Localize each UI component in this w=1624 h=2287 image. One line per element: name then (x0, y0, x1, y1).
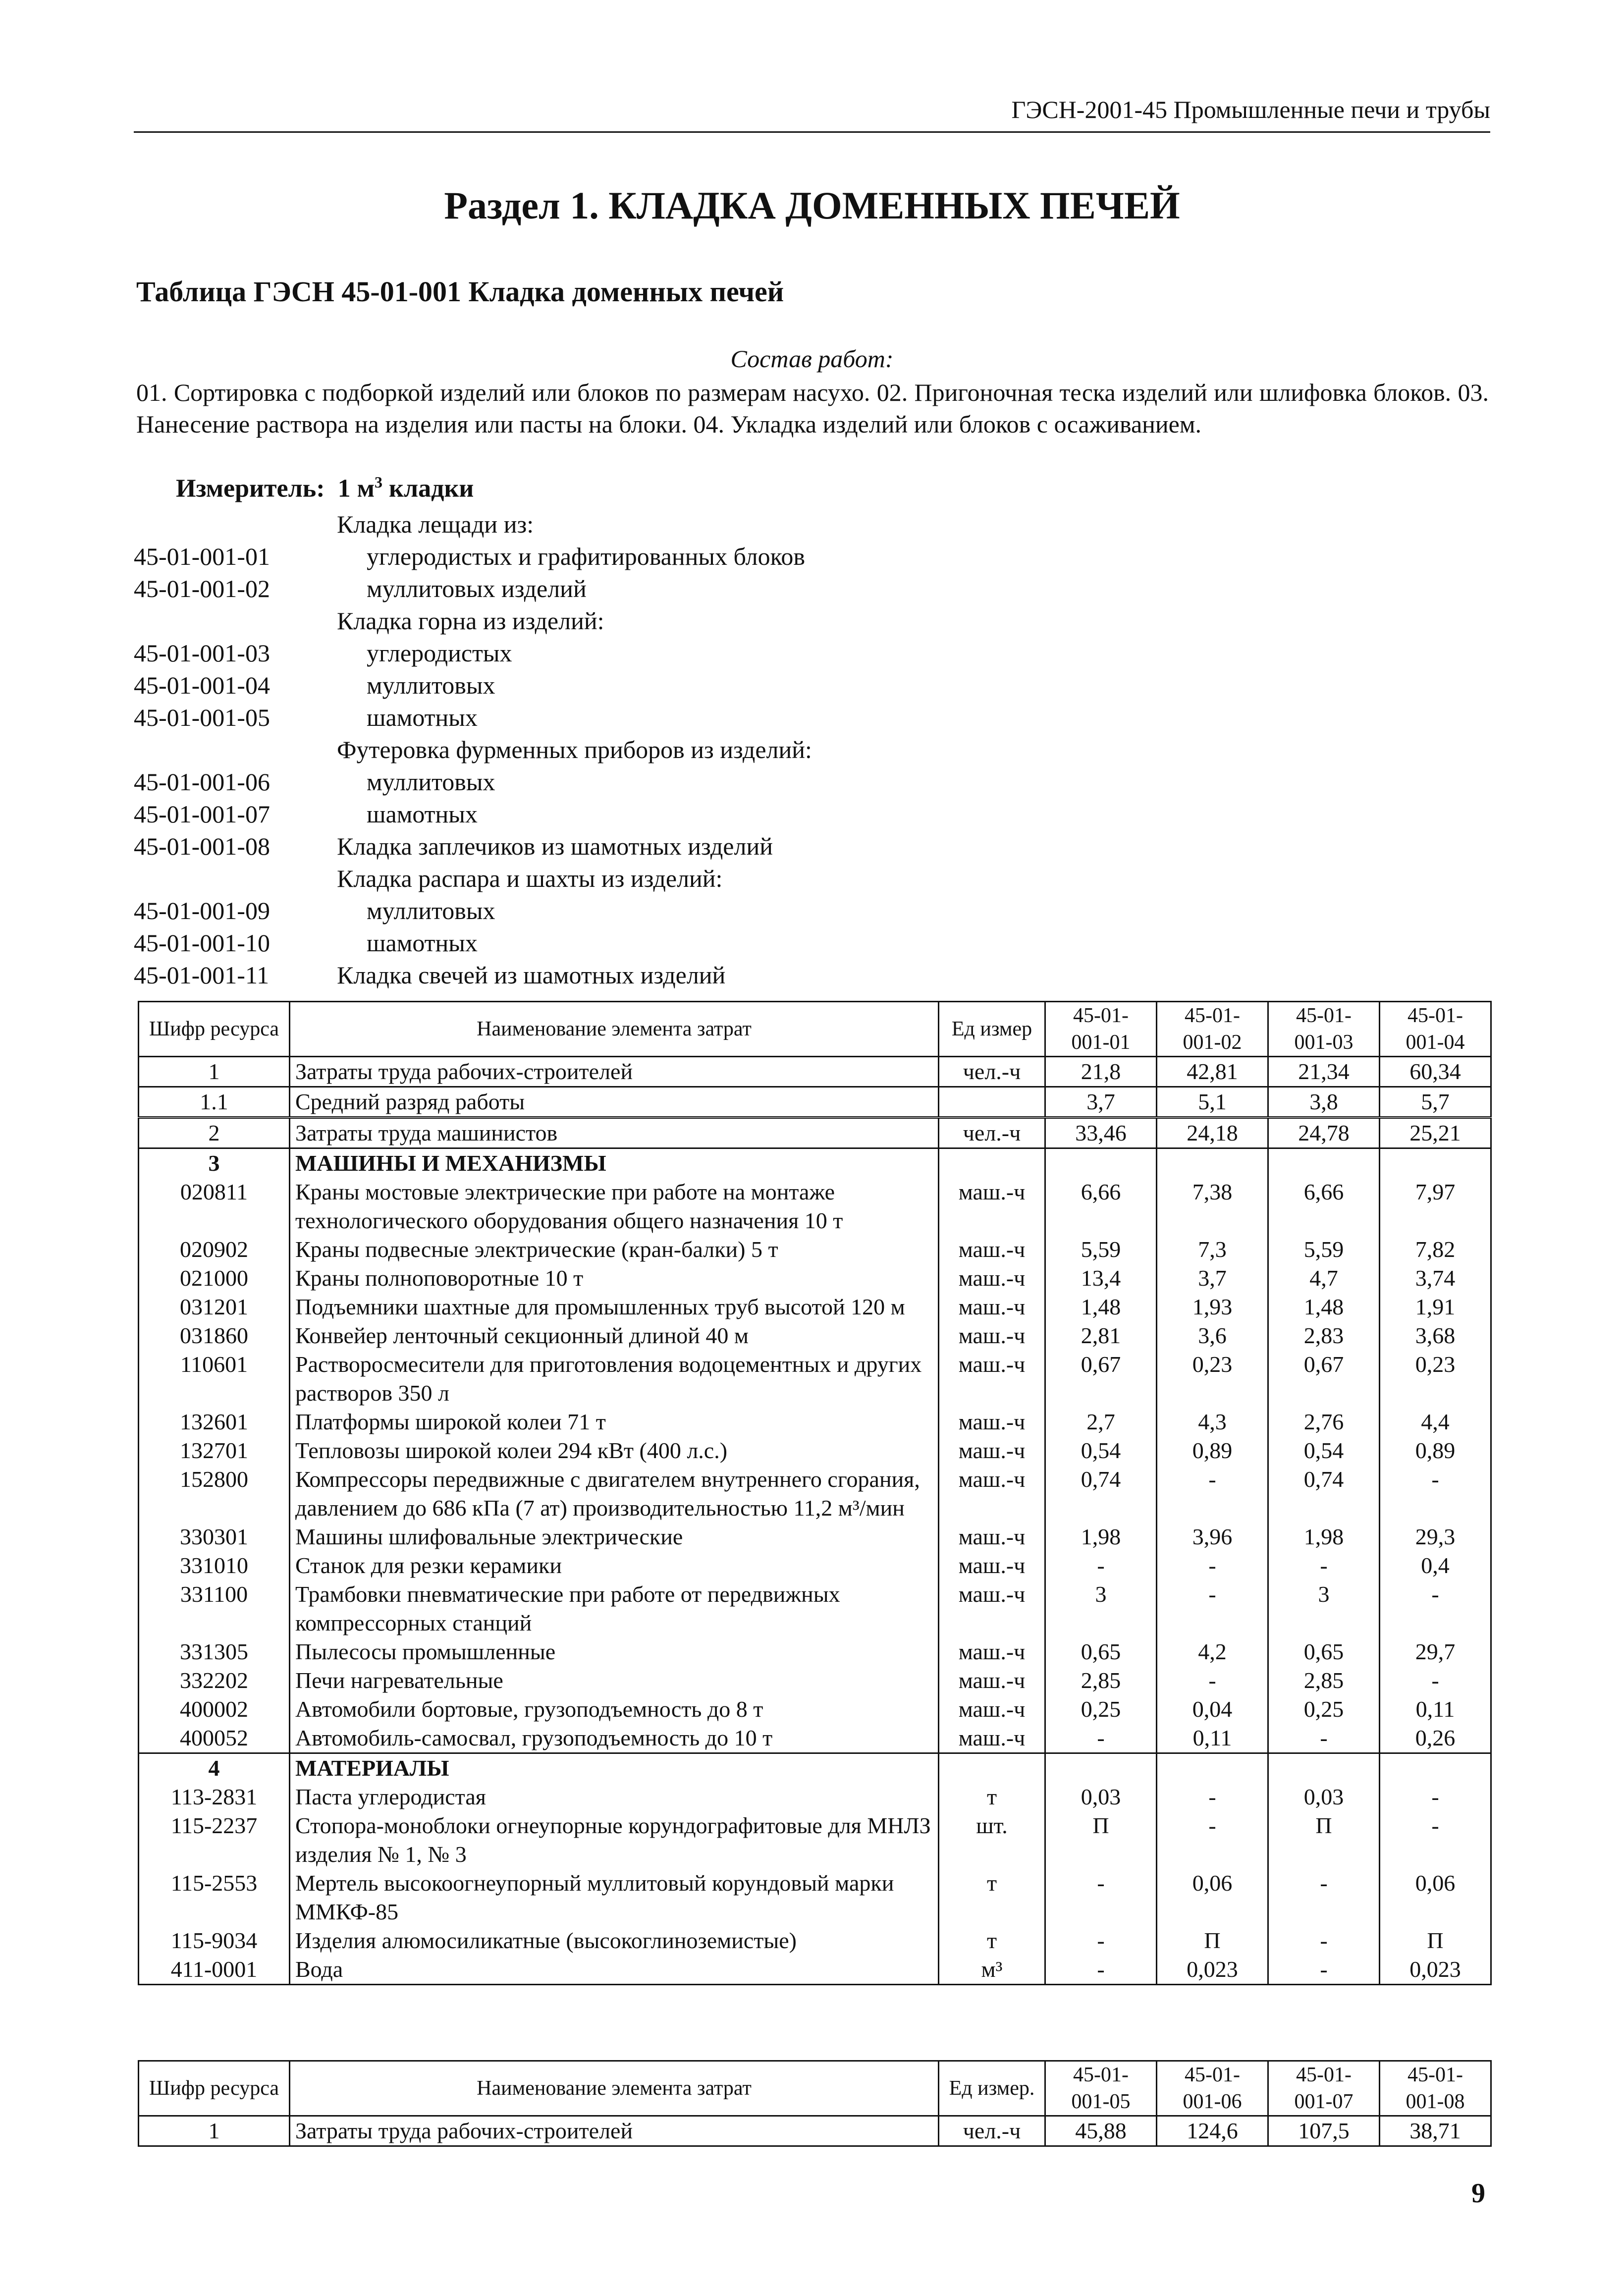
code-list-item (134, 830, 812, 862)
resource-unit: маш.-ч (939, 1408, 1045, 1436)
resource-code: 031860 (139, 1321, 290, 1350)
code-list-item (134, 798, 812, 830)
norm-value: 29,7 (1380, 1637, 1491, 1666)
norm-value: - (1157, 1811, 1268, 1869)
resource-unit: маш.-ч (939, 1235, 1045, 1264)
resource-code: 1.1 (139, 1087, 290, 1118)
code-list-text: Кладка распара и шахты из изделий: (337, 864, 723, 892)
resource-code: 400002 (139, 1695, 290, 1724)
resource-unit: м³ (939, 1955, 1045, 1985)
norm-value: 45,88 (1045, 2116, 1157, 2146)
table-row (139, 1580, 1491, 1637)
table-row (139, 1408, 1491, 1436)
resource-name: МАТЕРИАЛЫ (290, 1753, 939, 1783)
resource-unit: т (939, 1869, 1045, 1926)
norm-value: - (1157, 1465, 1268, 1523)
norm-value: 3,96 (1157, 1523, 1268, 1551)
norm-value: 0,03 (1045, 1783, 1157, 1811)
code-list-text: муллитовых изделий (367, 574, 587, 602)
norm-value: 0,89 (1157, 1436, 1268, 1465)
resource-code: 330301 (139, 1523, 290, 1551)
table-row (139, 1523, 1491, 1551)
resource-unit: маш.-ч (939, 1637, 1045, 1666)
norm-value: 0,11 (1380, 1695, 1491, 1724)
norm-value: 0,65 (1045, 1637, 1157, 1666)
table-row (139, 1350, 1491, 1408)
norm-value: 38,71 (1380, 2116, 1491, 2146)
resource-code: 331100 (139, 1580, 290, 1637)
resource-unit: чел.-ч (939, 2116, 1045, 2146)
table-1-header (139, 1002, 1491, 1057)
norm-value: 0,06 (1380, 1869, 1491, 1926)
resource-unit: т (939, 1783, 1045, 1811)
code-list-text: шамотных (367, 800, 478, 828)
code-list-item (134, 508, 812, 540)
resource-code: 020902 (139, 1235, 290, 1264)
resource-name: Мертель высокоогнеупорный муллитовый корундовый марки ММКФ-85 (290, 1869, 939, 1926)
norm-value: 0,74 (1268, 1465, 1380, 1523)
norm-value: 1,98 (1045, 1523, 1157, 1551)
resource-code: 115-2237 (139, 1811, 290, 1869)
resource-code: 332202 (139, 1666, 290, 1695)
resource-code: 1 (139, 1057, 290, 1087)
meter-value: 1 м (337, 474, 375, 503)
code-list-item (134, 733, 812, 765)
resource-unit: т (939, 1926, 1045, 1955)
norm-value: - (1380, 1666, 1491, 1695)
code-list-code: 45-01-001-08 (134, 832, 270, 860)
norm-value: 5,59 (1268, 1235, 1380, 1264)
resource-code: 110601 (139, 1350, 290, 1408)
code-list-text: шамотных (367, 928, 478, 957)
table-header-cell: 45-01- 001-07 (1268, 2061, 1380, 2116)
table-row (139, 1321, 1491, 1350)
norm-value: 4,2 (1157, 1637, 1268, 1666)
norm-value: 25,21 (1380, 1118, 1491, 1148)
table-title: Таблица ГЭСН 45-01-001 Кладка доменных печей (136, 275, 784, 308)
code-list-text: муллитовых (367, 767, 495, 796)
running-header: ГЭСН-2001-45 Промышленные печи и трубы (1011, 96, 1490, 123)
table-header-cell: 45-01- 001-04 (1380, 1002, 1491, 1057)
table-header-cell: Наименование элемента затрат (290, 2061, 939, 2116)
table-header-cell: 45-01- 001-05 (1045, 2061, 1157, 2116)
resource-code: 031201 (139, 1293, 290, 1321)
resource-unit (939, 1087, 1045, 1118)
resource-unit: маш.-ч (939, 1264, 1045, 1293)
resource-unit: маш.-ч (939, 1724, 1045, 1753)
norm-value: - (1045, 1869, 1157, 1926)
norm-value (1157, 1753, 1268, 1783)
norm-value: 6,66 (1045, 1178, 1157, 1235)
resource-name: Автомобили бортовые, грузоподъемность до 8 т (290, 1695, 939, 1724)
norm-value: 0,54 (1268, 1436, 1380, 1465)
table-row (139, 1293, 1491, 1321)
norm-value: - (1268, 1724, 1380, 1753)
resource-code: 400052 (139, 1724, 290, 1753)
norm-value: 60,34 (1380, 1057, 1491, 1087)
resource-table-1 (138, 1001, 1492, 1985)
norm-value: - (1268, 1926, 1380, 1955)
table-row (139, 1178, 1491, 1235)
norm-value: - (1380, 1465, 1491, 1523)
norm-value: 0,06 (1157, 1869, 1268, 1926)
resource-name: Затраты труда рабочих-строителей (290, 1057, 939, 1087)
norm-value: 13,4 (1045, 1264, 1157, 1293)
norm-value: - (1268, 1551, 1380, 1580)
resource-unit: маш.-ч (939, 1436, 1045, 1465)
resource-unit: маш.-ч (939, 1465, 1045, 1523)
code-list-item (134, 701, 812, 733)
norm-value (1268, 1148, 1380, 1178)
code-list-code: 45-01-001-04 (134, 671, 270, 699)
norm-value: 3,7 (1157, 1264, 1268, 1293)
norm-value: 21,34 (1268, 1057, 1380, 1087)
resource-code: 020811 (139, 1178, 290, 1235)
code-list-code: 45-01-001-09 (134, 896, 270, 925)
resource-unit: чел.-ч (939, 1118, 1045, 1148)
code-list-item (134, 540, 812, 572)
code-list-code: 45-01-001-03 (134, 639, 270, 667)
resource-name: Печи нагревательные (290, 1666, 939, 1695)
table-2-header (139, 2061, 1491, 2116)
norm-value: - (1045, 1724, 1157, 1753)
table-header-cell: 45-01- 001-02 (1157, 1002, 1268, 1057)
norm-value: 0,4 (1380, 1551, 1491, 1580)
norm-value: 21,8 (1045, 1057, 1157, 1087)
resource-name: Изделия алюмосиликатные (высокоглиноземистые) (290, 1926, 939, 1955)
table-row (139, 2116, 1491, 2146)
resource-name: Компрессоры передвижные с двигателем внутреннего сгорания, давлением до 686 кПа (7 ат) производительностью 11,2 м³/мин (290, 1465, 939, 1523)
code-list-code: 45-01-001-07 (134, 800, 270, 828)
norm-value: П (1380, 1926, 1491, 1955)
table-row (139, 1666, 1491, 1695)
norm-value: 0,023 (1157, 1955, 1268, 1985)
norm-value: 4,7 (1268, 1264, 1380, 1293)
norm-value: 0,67 (1268, 1350, 1380, 1408)
norm-value: 7,97 (1380, 1178, 1491, 1235)
norm-value: 0,26 (1380, 1724, 1491, 1753)
resource-name: Подъемники шахтные для промышленных труб высотой 120 м (290, 1293, 939, 1321)
norm-value: 1,98 (1268, 1523, 1380, 1551)
resource-unit: маш.-ч (939, 1321, 1045, 1350)
code-list-text: углеродистых (367, 639, 512, 667)
code-list-item (134, 765, 812, 798)
code-list-code: 45-01-001-10 (134, 928, 270, 957)
meter-unit: кладки (389, 474, 474, 503)
norm-value: 0,25 (1045, 1695, 1157, 1724)
norm-value: 24,78 (1268, 1118, 1380, 1148)
code-list-code: 45-01-001-01 (134, 542, 270, 570)
resource-unit: маш.-ч (939, 1695, 1045, 1724)
meter-sup: 3 (375, 473, 383, 491)
code-list-text: Футеровка фурменных приборов из изделий: (337, 735, 812, 763)
norm-value: - (1157, 1580, 1268, 1637)
code-list-text: углеродистых и графитированных блоков (367, 542, 805, 570)
table-row (139, 1695, 1491, 1724)
norm-value (1157, 1148, 1268, 1178)
table-row (139, 1811, 1491, 1869)
code-list-item (134, 959, 812, 991)
resource-name: Затраты труда машинистов (290, 1118, 939, 1148)
code-list-text: Кладка лещади из: (337, 510, 534, 538)
norm-value: 107,5 (1268, 2116, 1380, 2146)
norm-value: - (1157, 1551, 1268, 1580)
norm-value: 124,6 (1157, 2116, 1268, 2146)
table-header-cell: 45-01- 001-06 (1157, 2061, 1268, 2116)
code-list-item (134, 604, 812, 637)
resource-unit: маш.-ч (939, 1523, 1045, 1551)
norm-value: 5,7 (1380, 1087, 1491, 1118)
table-header-cell: 45-01- 001-08 (1380, 2061, 1491, 2116)
resource-unit: маш.-ч (939, 1178, 1045, 1235)
code-list-item (134, 669, 812, 701)
resource-name: Машины шлифовальные электрические (290, 1523, 939, 1551)
norm-value: 3,68 (1380, 1321, 1491, 1350)
table-row (139, 1087, 1491, 1118)
norm-value: - (1157, 1666, 1268, 1695)
resource-code: 021000 (139, 1264, 290, 1293)
norm-value: 3,8 (1268, 1087, 1380, 1118)
code-list-text: Кладка заплечиков из шамотных изделий (337, 832, 773, 860)
resource-code: 132601 (139, 1408, 290, 1436)
resource-code: 4 (139, 1753, 290, 1783)
resource-name: Автомобиль-самосвал, грузоподъемность до 10 т (290, 1724, 939, 1753)
resource-table-2 (138, 2060, 1492, 2147)
norm-value: 0,25 (1268, 1695, 1380, 1724)
resource-name: Трамбовки пневматические при работе от передвижных компрессорных станций (290, 1580, 939, 1637)
resource-code: 1 (139, 2116, 290, 2146)
section-title: Раздел 1. КЛАДКА ДОМЕННЫХ ПЕЧЕЙ (444, 184, 1180, 227)
norm-value: 5,59 (1045, 1235, 1157, 1264)
resource-name: Вода (290, 1955, 939, 1985)
table-header-cell: 45-01- 001-03 (1268, 1002, 1380, 1057)
code-list-item (134, 572, 812, 604)
resource-name: Растворосмесители для приготовления водоцементных и других растворов 350 л (290, 1350, 939, 1408)
table-row (139, 1148, 1491, 1178)
norm-value: 0,04 (1157, 1695, 1268, 1724)
norm-value: 2,7 (1045, 1408, 1157, 1436)
norm-value: 24,18 (1157, 1118, 1268, 1148)
norm-value: П (1045, 1811, 1157, 1869)
table-row (139, 1235, 1491, 1264)
resource-name: Конвейер ленточный секционный длиной 40 м (290, 1321, 939, 1350)
resource-code: 411-0001 (139, 1955, 290, 1985)
norm-value: - (1268, 1955, 1380, 1985)
table-row (139, 1926, 1491, 1955)
resource-name: Краны полноповоротные 10 т (290, 1264, 939, 1293)
table-header-cell: Наименование элемента затрат (290, 1002, 939, 1057)
norm-value: 7,3 (1157, 1235, 1268, 1264)
norm-value: 33,46 (1045, 1118, 1157, 1148)
resource-name: МАШИНЫ И МЕХАНИЗМЫ (290, 1148, 939, 1178)
resource-name: Стопора-моноблоки огнеупорные корундографитовые для МНЛЗ изделия № 1, № 3 (290, 1811, 939, 1869)
resource-unit: маш.-ч (939, 1350, 1045, 1408)
table-row (139, 1465, 1491, 1523)
resource-name: Затраты труда рабочих-строителей (290, 2116, 939, 2146)
code-list-code: 45-01-001-05 (134, 703, 270, 731)
resource-unit: маш.-ч (939, 1293, 1045, 1321)
resource-code: 331010 (139, 1551, 290, 1580)
norm-value: П (1268, 1811, 1380, 1869)
norm-value: - (1380, 1580, 1491, 1637)
resource-name: Средний разряд работы (290, 1087, 939, 1118)
norm-value: 3 (1268, 1580, 1380, 1637)
resource-unit (939, 1148, 1045, 1178)
table-row (139, 1057, 1491, 1087)
norm-value: 3,74 (1380, 1264, 1491, 1293)
code-list-item (134, 894, 812, 926)
norm-value: - (1045, 1551, 1157, 1580)
norm-value: 3 (1045, 1580, 1157, 1637)
table-row (139, 1118, 1491, 1148)
norm-value: 0,89 (1380, 1436, 1491, 1465)
norm-value: 2,85 (1045, 1666, 1157, 1695)
norm-value: - (1380, 1811, 1491, 1869)
table-row (139, 1955, 1491, 1985)
page-number: 9 (1471, 2178, 1485, 2209)
norm-value: 0,11 (1157, 1724, 1268, 1753)
norm-value (1045, 1148, 1157, 1178)
norm-value: 3,6 (1157, 1321, 1268, 1350)
resource-unit (939, 1753, 1045, 1783)
resource-unit: шт. (939, 1811, 1045, 1869)
code-list-code: 45-01-001-02 (134, 574, 270, 602)
table-row (139, 1551, 1491, 1580)
norm-value: 0,65 (1268, 1637, 1380, 1666)
code-list-code: 45-01-001-11 (134, 961, 270, 989)
resource-code: 3 (139, 1148, 290, 1178)
norm-value: 4,4 (1380, 1408, 1491, 1436)
norm-value: П (1157, 1926, 1268, 1955)
resource-code: 113-2831 (139, 1783, 290, 1811)
work-scope-text: 01. Сортировка с подборкой изделий или блоков по размерам насухо. 02. Пригоночная теска изделий или шлифовка блоков. 03. Нанесение раствора на изделия или пасты на блоки. 04. Укладка изделий или блоков с осаживанием. (136, 379, 1489, 438)
code-list-text: шамотных (367, 703, 478, 731)
code-list-text: муллитовых (367, 896, 495, 925)
norm-value: - (1045, 1955, 1157, 1985)
norm-value: 0,67 (1045, 1350, 1157, 1408)
norm-value: 2,76 (1268, 1408, 1380, 1436)
norm-value: 1,91 (1380, 1293, 1491, 1321)
norm-value: - (1380, 1783, 1491, 1811)
norm-value: 0,023 (1380, 1955, 1491, 1985)
resource-code: 2 (139, 1118, 290, 1148)
norm-value: 6,66 (1268, 1178, 1380, 1235)
table-row (139, 1436, 1491, 1465)
norm-value: 5,1 (1157, 1087, 1268, 1118)
resource-code: 152800 (139, 1465, 290, 1523)
table-row (139, 1724, 1491, 1753)
norm-value (1380, 1753, 1491, 1783)
resource-name: Станок для резки керамики (290, 1551, 939, 1580)
norm-value: - (1268, 1869, 1380, 1926)
table-row (139, 1869, 1491, 1926)
table-header-cell: Шифр ресурса (139, 2061, 290, 2116)
norm-value: 0,23 (1380, 1350, 1491, 1408)
norm-value: 4,3 (1157, 1408, 1268, 1436)
table-row (139, 1753, 1491, 1783)
meter-label: Измеритель: (176, 474, 325, 503)
table-row (139, 1783, 1491, 1811)
norm-value: 1,48 (1045, 1293, 1157, 1321)
resource-unit: маш.-ч (939, 1666, 1045, 1695)
code-list-item (134, 637, 812, 669)
resource-name: Пылесосы промышленные (290, 1637, 939, 1666)
norm-value: 0,54 (1045, 1436, 1157, 1465)
code-list (134, 508, 812, 991)
norm-value: 29,3 (1380, 1523, 1491, 1551)
resource-name: Паста углеродистая (290, 1783, 939, 1811)
code-list-item (134, 862, 812, 894)
resource-unit: чел.-ч (939, 1057, 1045, 1087)
table-header-cell: Шифр ресурса (139, 1002, 290, 1057)
code-list-text: Кладка горна из изделий: (337, 606, 604, 635)
table-header-cell: 45-01- 001-01 (1045, 1002, 1157, 1057)
table-row (139, 1264, 1491, 1293)
norm-value: 0,03 (1268, 1783, 1380, 1811)
norm-value: - (1045, 1926, 1157, 1955)
code-list-code: 45-01-001-06 (134, 767, 270, 796)
norm-value: 1,48 (1268, 1293, 1380, 1321)
norm-value: - (1157, 1783, 1268, 1811)
norm-value: 7,82 (1380, 1235, 1491, 1264)
norm-value: 7,38 (1157, 1178, 1268, 1235)
resource-name: Краны мостовые электрические при работе на монтаже технологического оборудования общего назначения 10 т (290, 1178, 939, 1235)
norm-value (1268, 1753, 1380, 1783)
norm-value: 2,83 (1268, 1321, 1380, 1350)
code-list-text: муллитовых (367, 671, 495, 699)
norm-value: 0,74 (1045, 1465, 1157, 1523)
resource-code: 132701 (139, 1436, 290, 1465)
resource-name: Краны подвесные электрические (кран-балки) 5 т (290, 1235, 939, 1264)
norm-value: 3,7 (1045, 1087, 1157, 1118)
norm-value: 0,23 (1157, 1350, 1268, 1408)
resource-unit: маш.-ч (939, 1551, 1045, 1580)
norm-value (1380, 1148, 1491, 1178)
norm-value (1045, 1753, 1157, 1783)
resource-unit: маш.-ч (939, 1580, 1045, 1637)
code-list-text: Кладка свечей из шамотных изделий (337, 961, 726, 989)
resource-code: 115-2553 (139, 1869, 290, 1926)
table-row (139, 1637, 1491, 1666)
norm-value: 1,93 (1157, 1293, 1268, 1321)
header-rule (134, 131, 1490, 133)
resource-code: 115-9034 (139, 1926, 290, 1955)
resource-code: 331305 (139, 1637, 290, 1666)
table-header-cell: Ед измер. (939, 2061, 1045, 2116)
table-header-cell: Ед измер (939, 1002, 1045, 1057)
resource-name: Платформы широкой колеи 71 т (290, 1408, 939, 1436)
work-scope-heading: Состав работ: (730, 345, 894, 373)
code-list-item (134, 926, 812, 959)
norm-value: 42,81 (1157, 1057, 1268, 1087)
meter-line (176, 473, 474, 503)
norm-value: 2,81 (1045, 1321, 1157, 1350)
norm-value: 2,85 (1268, 1666, 1380, 1695)
resource-name: Тепловозы широкой колеи 294 кВт (400 л.с.) (290, 1436, 939, 1465)
